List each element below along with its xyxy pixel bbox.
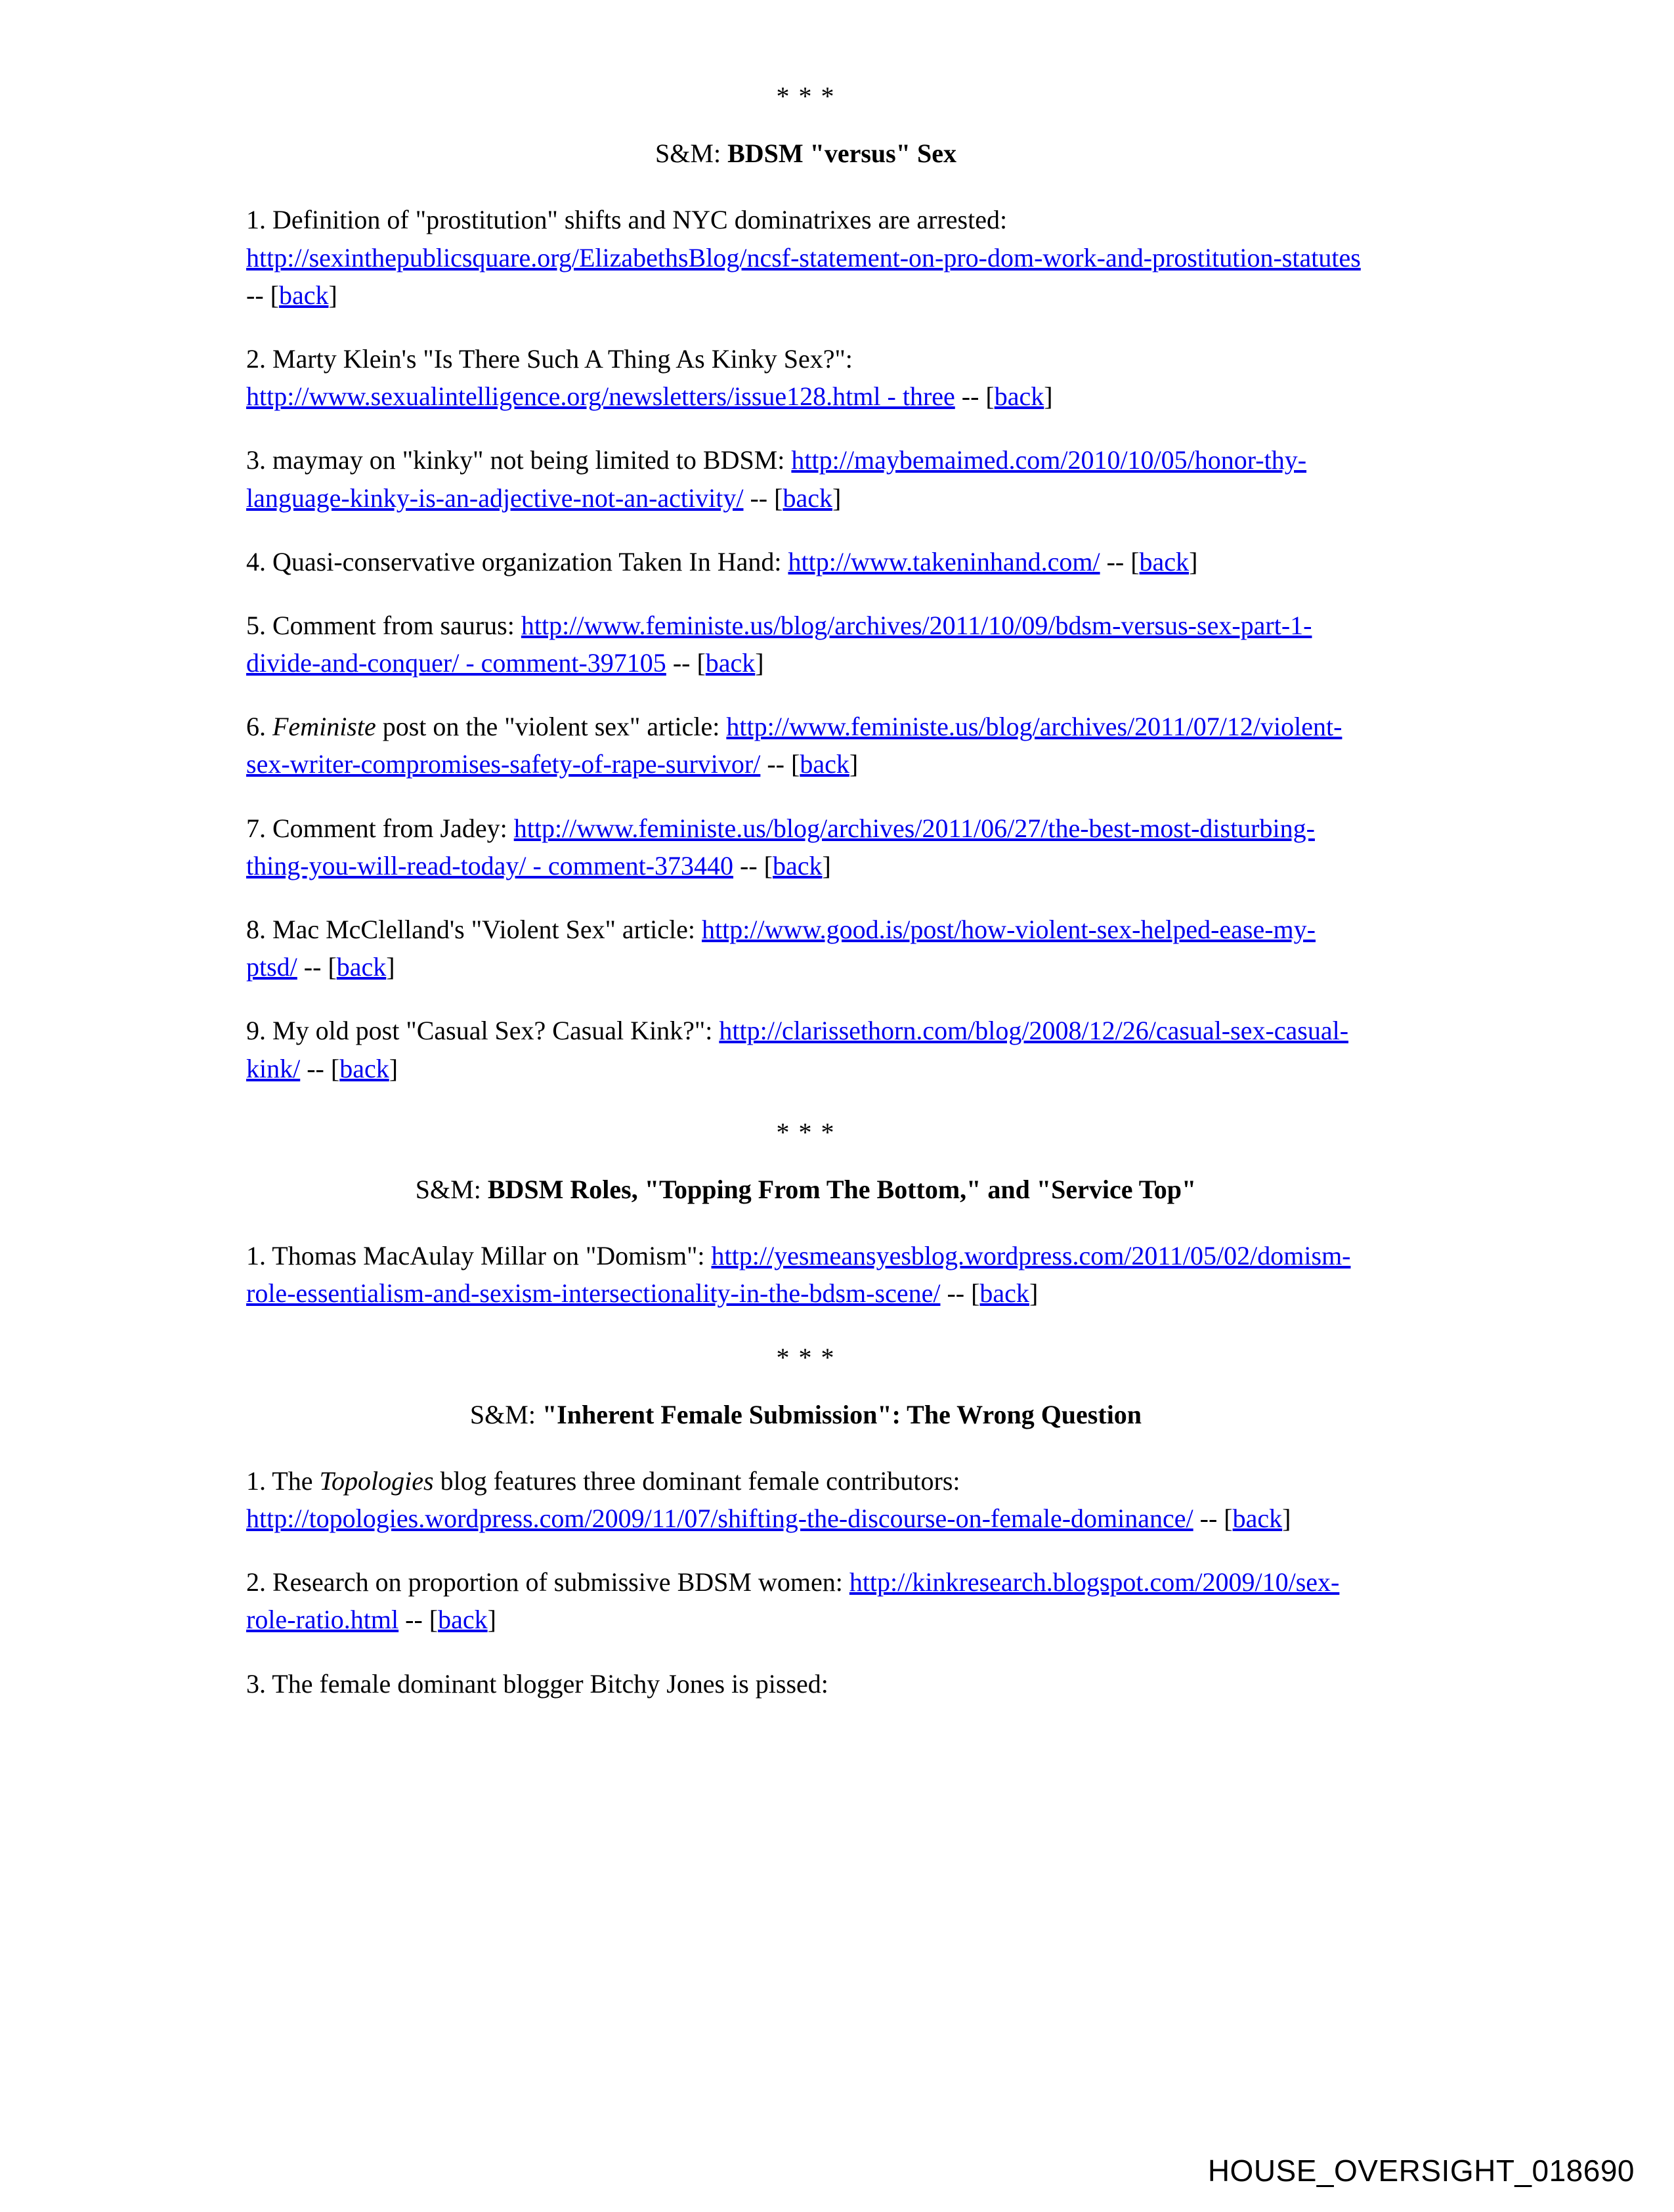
italic-text: Feministe <box>272 712 376 742</box>
text-run: -- [ <box>1193 1504 1233 1534</box>
text-run: 2. Research on proportion of submissive BDSM women: <box>246 1567 849 1597</box>
url-link[interactable]: http://kinkresearch.blogspot.com/2009/10/sex-role-ratio.html <box>246 1567 1340 1635</box>
list-item <box>246 1462 1365 1537</box>
text-run: post on the "violent sex" article: <box>376 712 727 742</box>
section-separator: * * * <box>776 1342 836 1372</box>
list-item <box>246 543 1365 580</box>
text-run: ] <box>487 1605 496 1635</box>
text-run: 7. Comment from Jadey: <box>246 813 514 843</box>
url-link[interactable]: http://topologies.wordpress.com/2009/11/07/shifting-the-discourse-on-female-dominance/ <box>246 1504 1193 1534</box>
list-item <box>246 340 1365 415</box>
text-run: 3. The female dominant blogger Bitchy Jones is pissed: <box>246 1668 828 1699</box>
list-item <box>246 1012 1365 1087</box>
back-link[interactable]: back <box>278 280 329 310</box>
text-run: 8. Mac McClelland's "Violent Sex" article: <box>246 915 702 944</box>
text-run: 6. <box>246 712 272 742</box>
section-title <box>246 1396 1365 1433</box>
text-run: 3. maymay on "kinky" not being limited to BDSM: <box>246 445 792 475</box>
back-link[interactable]: back <box>705 648 756 678</box>
url-link[interactable]: http://sexinthepublicsquare.org/ElizabethsBlog/ncsf-statement-on-pro-dom-work-and-prostitution-statutes <box>246 242 1361 272</box>
list-item <box>246 1237 1365 1312</box>
back-link[interactable]: back <box>979 1278 1029 1309</box>
url-link[interactable]: http://yesmeansyesblog.wordpress.com/2011/05/02/domism-role-essentialism-and-sexism-intersectionality-in-the-bdsm-scene/ <box>246 1241 1351 1309</box>
back-link[interactable]: back <box>1139 546 1190 576</box>
back-link[interactable]: back <box>339 1053 389 1083</box>
list-item <box>246 708 1365 783</box>
section-separator: * * * <box>776 81 836 111</box>
section-title-prefix: S&M: <box>415 1174 488 1204</box>
url-link[interactable]: http://www.feministe.us/blog/archives/2011/07/12/violent-sex-writer-compromises-safety-of-rape-survivor/ <box>246 712 1342 779</box>
section-title-prefix: S&M: <box>655 139 728 169</box>
url-link[interactable]: http://clarissethorn.com/blog/2008/12/26/casual-sex-casual-kink/ <box>246 1016 1349 1083</box>
text-run: -- [ <box>1100 546 1140 576</box>
text-run: 1. Thomas MacAulay Millar on "Domism": <box>246 1241 712 1271</box>
text-run: 9. My old post "Casual Sex? Casual Kink?": <box>246 1016 719 1046</box>
text-run: ] <box>1029 1278 1039 1309</box>
section-title-text: "Inherent Female Submission": The Wrong Question <box>542 1399 1142 1429</box>
section-title <box>246 135 1365 172</box>
list-item <box>246 441 1365 516</box>
back-link[interactable]: back <box>438 1605 488 1635</box>
text-run: ] <box>389 1053 398 1083</box>
text-run: -- [ <box>300 1053 340 1083</box>
text-run: -- [ <box>940 1278 980 1309</box>
text-run: 4. Quasi-conservative organization Taken In Hand: <box>246 546 788 576</box>
section-title <box>246 1171 1365 1208</box>
back-link[interactable]: back <box>800 749 849 779</box>
text-run: -- [ <box>398 1605 439 1635</box>
url-link[interactable]: http://maybemaimed.com/2010/10/05/honor-thy-language-kinky-is-an-adjective-not-an-activity/ <box>246 445 1307 513</box>
text-run: -- [ <box>733 850 773 880</box>
text-run: -- [ <box>955 381 995 412</box>
url-link[interactable]: http://www.feministe.us/blog/archives/2011/06/27/the-best-most-disturbing-thing-you-will-read-today/ - comment-373440 <box>246 813 1315 880</box>
italic-text: Topologies <box>319 1465 434 1496</box>
text-run: ] <box>755 648 764 678</box>
text-run: 2. Marty Klein's "Is There Such A Thing As Kinky Sex?": <box>246 343 853 374</box>
back-link[interactable]: back <box>783 483 832 513</box>
back-link[interactable]: back <box>336 952 387 982</box>
text-run: -- [ <box>246 280 279 310</box>
text-run: ] <box>1044 381 1053 412</box>
text-run: 1. Definition of "prostitution" shifts and NYC dominatrixes are arrested: <box>246 205 1008 235</box>
text-run: -- [ <box>743 483 783 513</box>
list-item <box>246 1563 1365 1638</box>
text-run: ] <box>832 483 842 513</box>
list-item <box>246 607 1365 682</box>
url-link[interactable]: http://www.good.is/post/how-violent-sex-helped-ease-my-ptsd/ <box>246 915 1316 982</box>
back-link[interactable]: back <box>1232 1504 1283 1534</box>
text-run: ] <box>849 749 859 779</box>
text-run: -- [ <box>297 952 337 982</box>
list-item <box>246 1665 1365 1702</box>
text-run: ] <box>1282 1504 1291 1534</box>
list-item <box>246 911 1365 986</box>
bates-stamp: HOUSE_OVERSIGHT_018690 <box>1207 2154 1635 2188</box>
text-run: 1. The <box>246 1465 320 1496</box>
section-title-text: BDSM Roles, "Topping From The Bottom," and "Service Top" <box>487 1174 1197 1204</box>
url-link[interactable]: http://www.sexualintelligence.org/newsletters/issue128.html - three <box>246 381 955 412</box>
section-title-prefix: S&M: <box>469 1399 542 1429</box>
text-run: ] <box>1189 546 1198 576</box>
text-run: ] <box>328 280 337 310</box>
text-run: -- [ <box>760 749 800 779</box>
section-separator: * * * <box>776 1117 836 1147</box>
back-link[interactable]: back <box>994 381 1044 412</box>
url-link[interactable]: http://www.takeninhand.com/ <box>788 546 1100 576</box>
list-item <box>246 810 1365 884</box>
back-link[interactable]: back <box>773 850 823 880</box>
text-run: ] <box>386 952 395 982</box>
section-title-text: BDSM "versus" Sex <box>727 139 956 169</box>
text-run: blog features three dominant female contributors: <box>433 1465 960 1496</box>
text-run: ] <box>822 850 831 880</box>
text-run: 5. Comment from saurus: <box>246 610 521 640</box>
document-content <box>246 77 1365 1729</box>
text-run: -- [ <box>666 648 706 678</box>
url-link[interactable]: http://www.feministe.us/blog/archives/2011/10/09/bdsm-versus-sex-part-1-divide-and-conquer/ - comment-397105 <box>246 610 1312 678</box>
list-item <box>246 201 1365 314</box>
